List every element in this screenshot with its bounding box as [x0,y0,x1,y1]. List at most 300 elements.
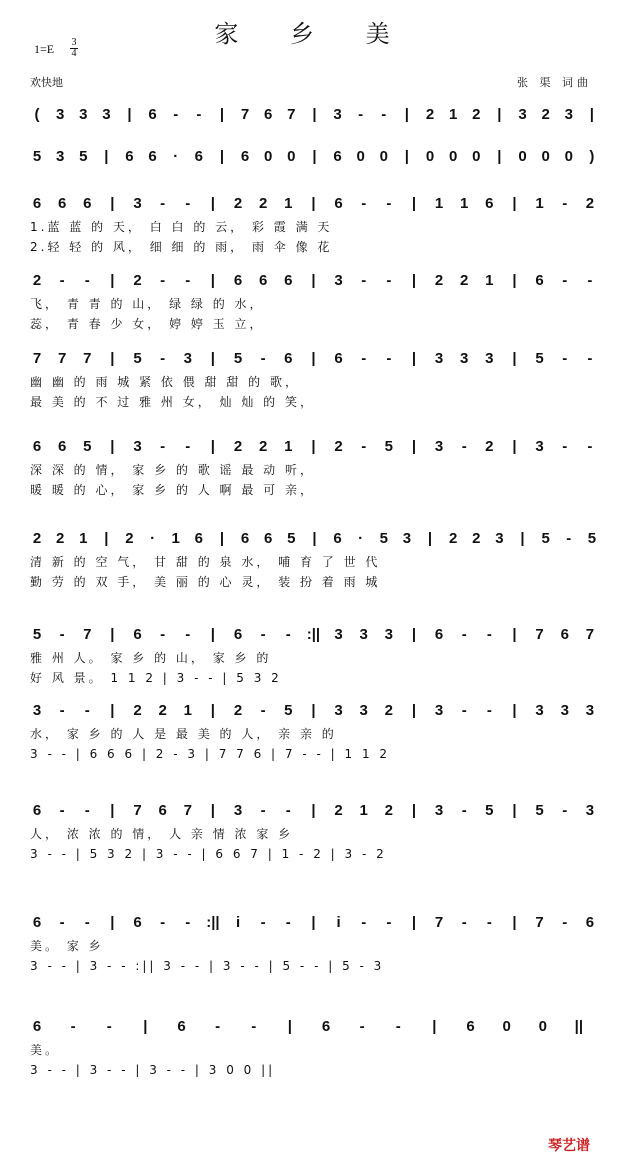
note: 1 [448,106,458,123]
lyric-line [0,296,626,312]
lyric-text: 深 深 的 情， 家 乡 的 歌 谣 最 动 听， [30,463,315,477]
note: 1 [535,195,544,212]
note: 0 [472,148,481,165]
note: 7 [57,350,67,367]
note: - [386,350,392,367]
notation-row [0,528,626,550]
note: 2 [133,702,142,719]
note: 3 [535,702,544,719]
note: 0 [425,148,435,165]
note: - [587,438,593,455]
notation-row [0,104,626,126]
note: - [461,802,467,819]
note: - [84,914,90,931]
lyric-line [0,846,626,862]
note: - [251,1018,257,1035]
lyric-text: 人， 浓 浓 的 情， 人 亲 情 浓 家 乡 [30,827,294,841]
bar-line: | [411,914,417,931]
bar-line: | [512,802,517,819]
note: · [358,530,364,547]
note: 3 [79,106,88,123]
bar-line: | [411,195,417,212]
bar-line: | [497,148,502,165]
lyric-line [0,1062,626,1078]
note: 2 [585,195,595,212]
note: - [395,1018,401,1035]
note: - [358,106,364,123]
note: 1 [460,195,469,212]
notation-row [0,800,626,822]
note: 6 [32,802,42,819]
note: 5 [83,438,92,455]
lyric-text: 暖 暖 的 心， 家 乡 的 人 啊 最 可 亲， [30,483,315,497]
bar-line: | [210,350,215,367]
note: 3 [359,626,368,643]
lyric-line [0,958,626,974]
note: 0 [564,148,573,165]
note: 5 [541,530,550,547]
note: 5 [379,530,388,547]
note: 1 [284,438,293,455]
bar-line: | [287,1018,292,1035]
lyric-text: 2.轻 轻 的 风， 细 细 的 雨， 雨 伞 像 花 [30,240,333,254]
note: 6 [233,626,243,643]
note: 7 [83,626,92,643]
note: 7 [32,350,42,367]
bar-line: | [512,438,517,455]
notation-row [0,700,626,722]
note: - [361,914,367,931]
note: - [160,350,166,367]
bar-line: | [311,914,316,931]
bar-line: | [311,702,316,719]
bar-line: | [210,195,215,212]
bar-line: | [210,626,215,643]
note: 2 [32,530,42,547]
note: 6 [485,195,494,212]
note: · [150,530,156,547]
note: 0 [538,1018,547,1035]
note: 5 [133,350,142,367]
bar-line: | [219,148,225,165]
note: 2 [55,530,65,547]
note: 5 [32,148,42,165]
note: - [285,626,291,643]
bar-line: | [110,914,115,931]
lyric-line [0,374,626,390]
note: 6 [240,148,250,165]
note: 3 [434,438,444,455]
note: - [70,1018,76,1035]
note: 2 [233,702,243,719]
note: - [587,350,593,367]
note: 2 [425,106,435,123]
note: 3 [102,106,111,123]
note: 3 [334,702,343,719]
note: 2 [133,272,142,289]
note: 6 [434,626,444,643]
note: 6 [264,106,273,123]
note: 6 [560,626,569,643]
note: - [185,195,191,212]
note: - [461,438,467,455]
lyric-text: 蕊， 青 春 少 女， 婷 婷 玉 立， [30,317,265,331]
note: 3 [585,702,595,719]
note: - [562,350,568,367]
lyric-line [0,670,626,686]
note: 7 [240,106,250,123]
note: - [562,195,568,212]
bar-line: | [143,1018,148,1035]
note: 2 [460,272,469,289]
note: 6 [148,148,157,165]
bar-line: | [311,350,316,367]
lyric-line [0,1042,626,1058]
note: 6 [284,272,293,289]
watermark-logo: 琴艺谱 [548,1138,590,1154]
lyric-text: 水， 家 乡 的 人 是 最 美 的 人， 亲 亲 的 [30,727,337,741]
note: 3 [333,106,342,123]
bar-line: | [411,626,417,643]
note: 2 [434,272,444,289]
bar-line: | [311,272,316,289]
note: 3 [32,702,42,719]
note: - [566,530,572,547]
note: 3 [434,350,444,367]
note: - [260,626,266,643]
note: 7 [535,626,544,643]
note: 0 [448,148,458,165]
note: 5 [535,350,544,367]
note: 5 [384,438,393,455]
note: 2 [125,530,134,547]
bar-line: | [210,438,215,455]
bar-line: | [110,702,115,719]
note: 2 [32,272,42,289]
note: 7 [585,626,595,643]
note: 3 [535,438,544,455]
note: 6 [585,914,595,931]
note: 6 [535,272,544,289]
lyric-line [0,746,626,762]
note: - [361,195,367,212]
note: - [260,350,266,367]
lyric-line [0,826,626,842]
bar-line: | [404,148,409,165]
time-signature-top: 3 [71,37,77,48]
note: 0 [502,1018,511,1035]
note: i [235,914,241,931]
note: 3 [55,106,65,123]
note: 6 [333,148,342,165]
note: - [160,914,166,931]
note: 6 [466,1018,475,1035]
bar-line: | [110,626,115,643]
note: 6 [32,1018,42,1035]
bar-line: | [512,195,517,212]
note: - [562,272,568,289]
lyric-text: 最 美 的 不 过 雅 州 女， 灿 灿 的 笑， [30,395,315,409]
bar-line: | [427,530,433,547]
notation-row [0,624,626,646]
note: 0 [518,148,527,165]
note: 3 [434,802,444,819]
key-signature: 1=E [34,42,55,56]
bar-line: | [312,106,317,123]
note: 6 [32,195,42,212]
lyric-line [0,574,626,590]
note: 0 [287,148,296,165]
note: 0 [379,148,388,165]
note: 0 [356,148,365,165]
notation-row [0,146,626,168]
note: - [359,1018,365,1035]
bar-line: | [512,702,517,719]
note: - [160,195,166,212]
note: · [173,148,179,165]
note: - [361,350,367,367]
note: i [336,914,341,931]
note: 2 [334,438,343,455]
note: 3 [384,626,393,643]
note: 2 [233,438,243,455]
note: 6 [259,272,268,289]
note: 2 [259,438,268,455]
bar-line: | [219,530,225,547]
note: - [84,702,90,719]
notation-row [0,270,626,292]
note: 6 [57,195,67,212]
bar-line: | [432,1018,437,1035]
note: - [260,702,266,719]
note: 3 [434,702,444,719]
lyric-line [0,726,626,742]
lyric-text: 3 - - | 6 6 6 | 2 - 3 | 7 7 6 | 7 - - | 1 1 2 [30,747,391,761]
note: - [185,914,191,931]
bar-line: | [411,802,417,819]
bar-line: | [210,702,215,719]
note: - [285,914,291,931]
bar-line: | [210,272,215,289]
note: 7 [434,914,444,931]
bar-line: :|| [206,914,220,931]
note: 6 [32,438,42,455]
author-credit: 张 渠 词曲 [517,76,592,89]
note: 1 [183,702,192,719]
notation-row [0,436,626,458]
bar-line: | [589,106,594,123]
note: - [461,626,467,643]
note: 2 [334,802,343,819]
bar-line: | [512,914,517,931]
note: - [486,702,492,719]
lyric-line [0,462,626,478]
note: 2 [541,106,550,123]
bar-line: | [312,530,317,547]
note: 3 [518,106,527,123]
note: - [196,106,202,123]
note: 2 [472,106,481,123]
note: 2 [259,195,268,212]
note: 0 [541,148,550,165]
note: 6 [148,106,157,123]
note: 3 [402,530,412,547]
bar-line: | [512,272,517,289]
note: 3 [334,626,343,643]
note: 6 [125,148,134,165]
bar-line: | [110,350,115,367]
note: - [160,438,166,455]
note: - [562,802,568,819]
note: 2 [384,802,393,819]
note: - [185,626,191,643]
note: 2 [158,702,167,719]
note: 3 [359,702,368,719]
note: 6 [334,195,343,212]
note: 6 [284,350,293,367]
note: - [59,626,65,643]
note: 6 [264,530,273,547]
notation-row [0,348,626,370]
note: 3 [564,106,573,123]
bar-line: | [411,438,417,455]
bar-line: | [512,626,517,643]
note: - [486,914,492,931]
note: 6 [334,350,343,367]
bar-line: | [110,272,115,289]
bar-line: | [311,802,316,819]
note: 5 [284,702,293,719]
note: 7 [183,802,192,819]
bar-line: | [110,438,115,455]
note: - [386,195,392,212]
bar-line: | [210,802,215,819]
bar-line: | [411,272,417,289]
note: 5 [79,148,88,165]
note: - [361,438,367,455]
note: 2 [485,438,494,455]
note: 3 [133,438,142,455]
note: - [160,272,166,289]
note: - [260,914,266,931]
note: - [185,438,191,455]
bar-line: | [219,106,225,123]
note: 6 [321,1018,331,1035]
note: - [381,106,387,123]
note: - [562,438,568,455]
note: 6 [240,530,250,547]
note: - [361,272,367,289]
lyric-line [0,650,626,666]
bar-line: | [312,148,317,165]
note: 3 [495,530,504,547]
note: - [461,914,467,931]
note: 1 [485,272,494,289]
lyric-text: 3 - - | 5 3 2 | 3 - - | 6 6 7 | 1 - 2 | 3 - 2 [30,847,387,861]
note: 5 [233,350,243,367]
note: 1 [359,802,368,819]
bar-line: | [110,195,115,212]
bar-line: | [411,350,417,367]
note: - [587,272,593,289]
note: 5 [32,626,42,643]
note: 3 [233,802,243,819]
notation-row [0,912,626,934]
note: 1 [284,195,293,212]
note: - [215,1018,221,1035]
note: - [562,914,568,931]
lyric-text: 幽 幽 的 雨 城 紧 依 偎 甜 甜 的 歌， [30,375,300,389]
note: 1 [434,195,444,212]
note: - [59,272,65,289]
note: - [59,702,65,719]
note: 5 [287,530,296,547]
bar-line: | [497,106,502,123]
note: 7 [535,914,544,931]
note: 5 [535,802,544,819]
lyric-line [0,482,626,498]
note: 6 [194,530,203,547]
bar-line: :|| [306,626,321,643]
bar-line: | [404,106,409,123]
lyric-line [0,239,626,255]
note: 3 [585,802,595,819]
time-signature-bottom: 4 [71,48,77,59]
page-title: 家 乡 美 [214,20,412,48]
lyric-line [0,554,626,570]
note: 6 [133,626,142,643]
note: 7 [133,802,142,819]
note: 2 [472,530,481,547]
bar-line: | [411,702,417,719]
lyric-text: 3 - - | 3 - - :|| 3 - - | 3 - - | 5 - - | 5 - 3 [30,959,385,973]
lyric-text: 清 新 的 空 气， 甘 甜 的 泉 水， 哺 育 了 世 代 [30,555,381,569]
bar-line: | [104,148,109,165]
note: ( [34,106,40,123]
note: 6 [333,530,342,547]
note: 2 [233,195,243,212]
lyric-text: 雅 州 人。 家 乡 的 山， 家 乡 的 [30,651,272,665]
note: - [461,702,467,719]
note: 3 [560,702,569,719]
note: 1 [79,530,88,547]
note: 6 [233,272,243,289]
note: 6 [177,1018,186,1035]
note: 7 [83,350,92,367]
note: - [173,106,179,123]
note: - [386,272,392,289]
lyric-text: 1.蓝 蓝 的 天， 白 白 的 云， 彩 霞 满 天 [30,220,333,234]
notation-row [0,1016,626,1038]
lyric-text: 美。 [30,1043,61,1057]
bar-line: | [127,106,132,123]
note: - [84,802,90,819]
note: 6 [158,802,167,819]
lyric-text: 好 风 景。 1 1 2 | 3 - - | 5 3 2 [30,671,282,685]
lyric-text: 飞， 青 青 的 山， 绿 绿 的 水， [30,297,265,311]
note: - [106,1018,112,1035]
bar-line: || [574,1018,584,1035]
bar-line: | [110,802,115,819]
bar-line: | [311,438,316,455]
note: 2 [448,530,458,547]
note: 6 [194,148,203,165]
bar-line: | [520,530,525,547]
note: - [185,272,191,289]
lyric-text: 美。 家 乡 [30,939,104,953]
note: 2 [384,702,393,719]
note: 3 [183,350,192,367]
